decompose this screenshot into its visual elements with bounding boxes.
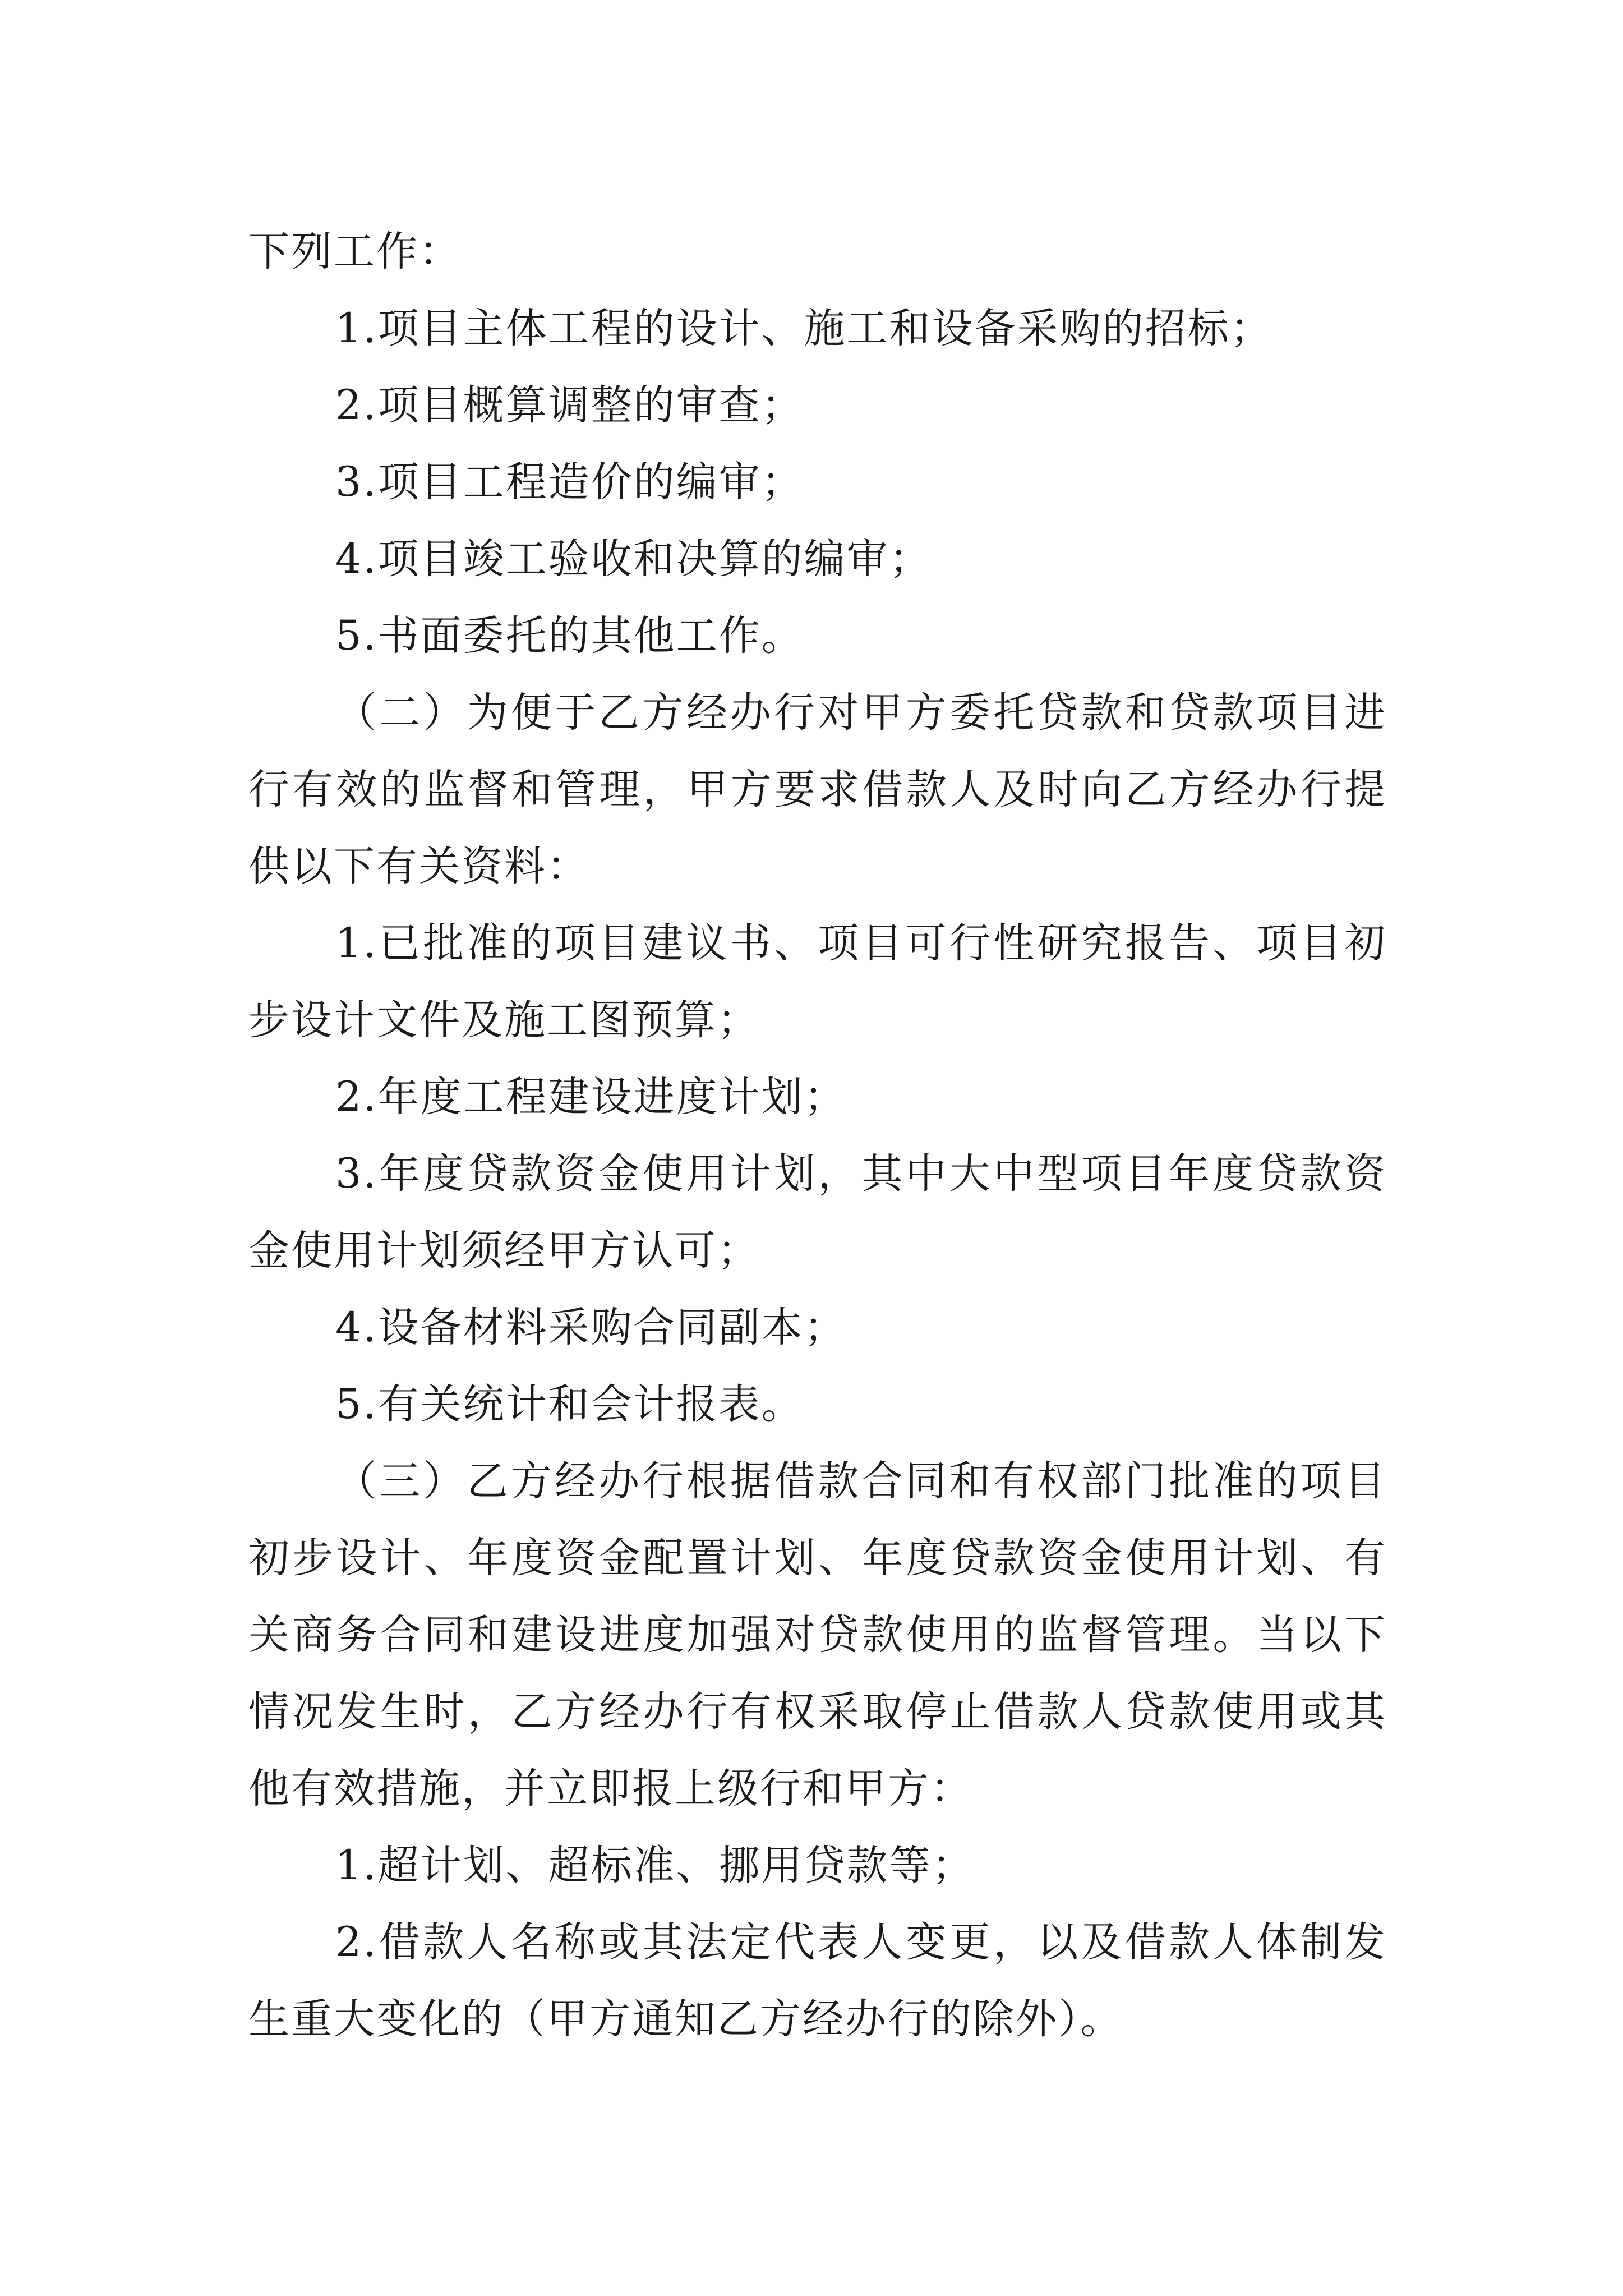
paragraph-item-2-budget-review: 2.项目概算调整的审查；: [335, 381, 804, 429]
paragraph-docs-item-3: 3.年度贷款资金使用计划，其中大中型项目年度贷款资金使用计划须经甲方认可；: [248, 1150, 1387, 1274]
paragraph-docs-item-5: 5.有关统计和会计报表。: [335, 1381, 804, 1428]
document-body: [248, 213, 1387, 2058]
paragraph-item-1-tendering: 1.项目主体工程的设计、施工和设备采购的招标；: [335, 305, 1273, 352]
paragraph-docs-item-2: 2.年度工程建设进度计划；: [335, 1073, 847, 1121]
paragraph-section-3: （三）乙方经办行根据借款合同和有权部门批准的项目初步设计、年度资金配置计划、年度贷款资金使用计划、有关商务合同和建设进度加强对贷款使用的监督管理。当以下情况发生时，乙方经办行有权采取停止借款人贷款使用或其他有效措施，并立即报上级行和甲方：: [248, 1457, 1387, 1812]
paragraph-docs-item-1: 1.已批准的项目建议书、项目可行性研究报告、项目初步设计文件及施工图预算；: [248, 919, 1387, 1044]
paragraph-condition-item-1: 1.超计划、超标准、挪用贷款等；: [335, 1842, 975, 1889]
paragraph-condition-item-2: 2.借款人名称或其法定代表人变更，以及借款人体制发生重大变化的（甲方通知乙方经办行的除外）。: [248, 1918, 1387, 2043]
paragraph-work-list-intro: 下列工作：: [248, 228, 462, 275]
paragraph-section-2: （二）为便于乙方经办行对甲方委托贷款和贷款项目进行有效的监督和管理，甲方要求借款人及时向乙方经办行提供以下有关资料：: [248, 689, 1387, 890]
paragraph-item-5-other-work: 5.书面委托的其他工作。: [335, 612, 804, 660]
paragraph-docs-item-4: 4.设备材料采购合同副本；: [335, 1304, 847, 1351]
paragraph-item-4-acceptance: 4.项目竣工验收和决算的编审；: [335, 535, 932, 583]
paragraph-item-3-cost-review: 3.项目工程造价的编审；: [335, 458, 804, 506]
